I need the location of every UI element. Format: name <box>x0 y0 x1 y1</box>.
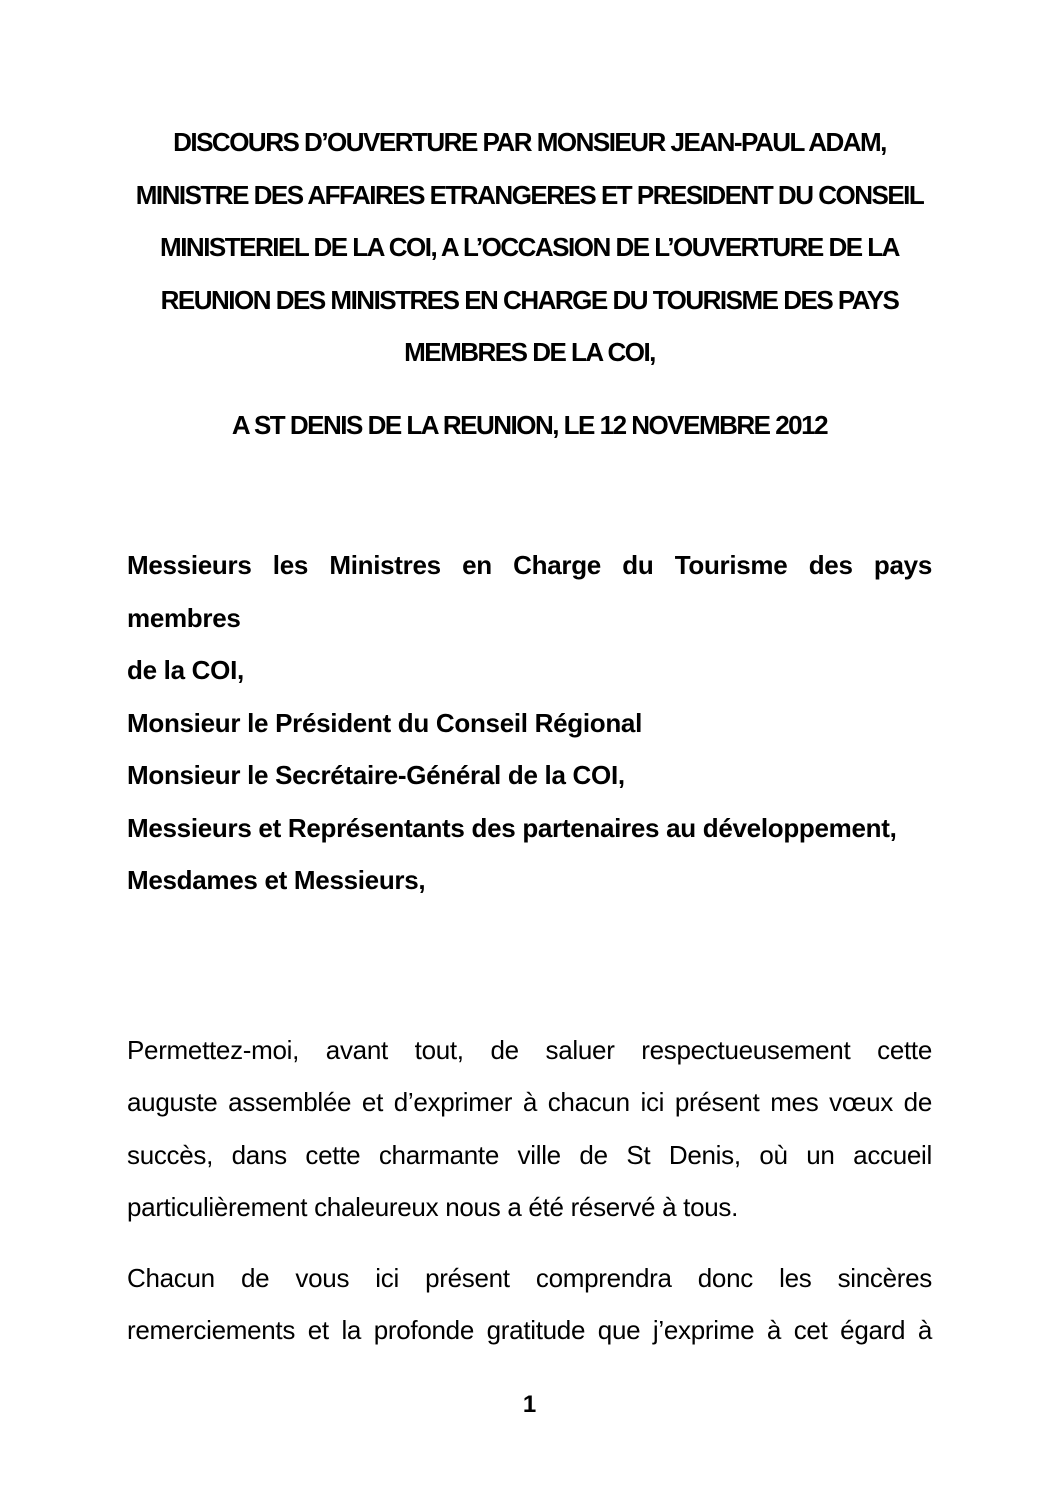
document-subtitle <box>127 399 932 452</box>
text-line: MEMBRES DE LA COI, <box>404 337 655 367</box>
text-line: MINISTRE DES AFFAIRES ETRANGERES ET PRESIDENT DU CONSEIL <box>135 179 924 210</box>
text-line: Permettez-moi, avant tout, de saluer respectueusement cette <box>127 1034 932 1065</box>
text-line: Messieurs et Représentants des partenaires au développement, <box>127 812 897 843</box>
text-line: Chacun de vous ici présent comprendra donc les sincères <box>127 1262 932 1293</box>
text-line: DISCOURS D’OUVERTURE PAR MONSIEUR JEAN-PAUL ADAM, <box>173 127 886 157</box>
document-content <box>127 116 932 1419</box>
text-line: remerciements et la profonde gratitude que j’exprime à cet égard à <box>127 1315 932 1345</box>
text-line: Monsieur le Secrétaire-Général de la COI, <box>127 760 625 790</box>
salutation-line-representants <box>127 802 932 855</box>
salutation-block <box>127 539 932 907</box>
document-title <box>127 116 932 379</box>
salutation-line-secretaire <box>127 749 932 802</box>
salutation-line-ministres <box>127 539 932 697</box>
text-line: particulièrement chaleureux nous a été réservé à tous. <box>127 1192 739 1222</box>
text-line: Monsieur le Président du Conseil Régional <box>127 707 643 738</box>
body-paragraph-1 <box>127 1024 932 1234</box>
text-line: Mesdames et Messieurs, <box>127 865 426 895</box>
body-paragraph-2 <box>127 1252 932 1357</box>
text-line: REUNION DES MINISTRES EN CHARGE DU TOURISME DES PAYS <box>160 284 899 315</box>
text-line: A ST DENIS DE LA REUNION, LE 12 NOVEMBRE 2012 <box>231 409 828 440</box>
salutation-line-president <box>127 697 932 750</box>
salutation-line-mesdames <box>127 854 932 907</box>
text-line: de la COI, <box>127 655 244 685</box>
text-line: auguste assemblée et d’exprimer à chacun ici présent mes vœux de <box>127 1087 932 1117</box>
text-line: Messieurs les Ministres en Charge du Tourisme des pays membres <box>127 550 932 633</box>
text-line: MINISTERIEL DE LA COI, A L’OCCASION DE L’OUVERTURE DE LA <box>160 232 899 262</box>
page-number: 1 <box>522 1390 537 1418</box>
text-line: succès, dans cette charmante ville de St Denis, où un accueil <box>127 1139 932 1170</box>
